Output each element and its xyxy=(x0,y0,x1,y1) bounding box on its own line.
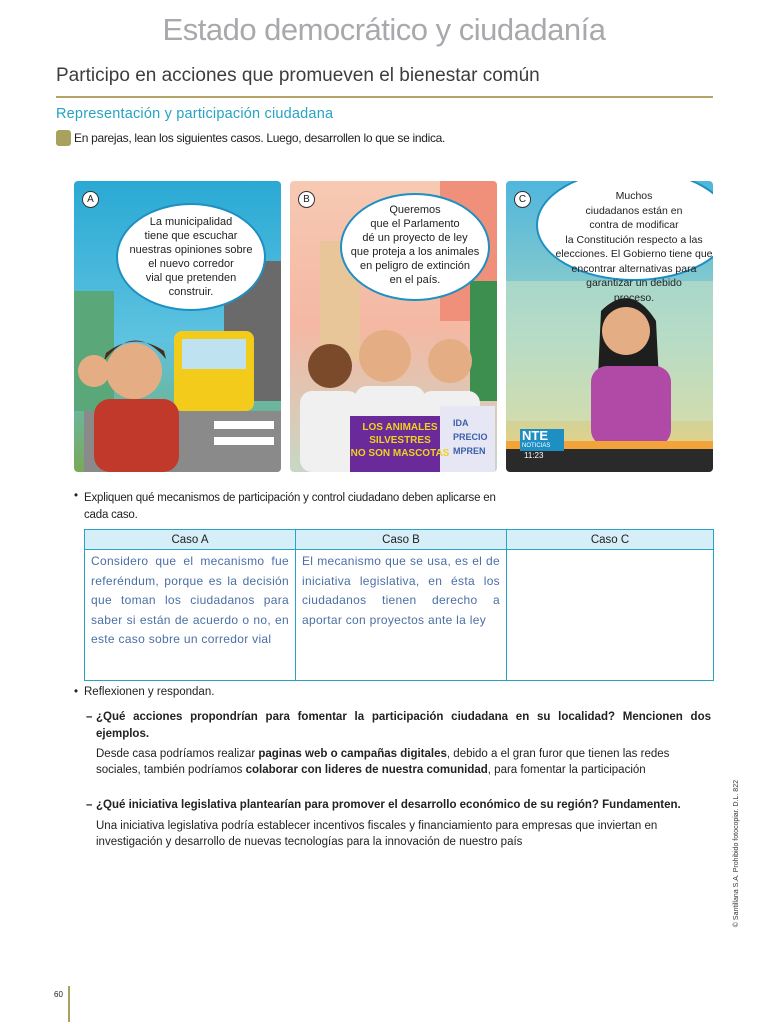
tv-logo-text: NTE xyxy=(522,428,548,443)
cases-table xyxy=(84,529,714,681)
case-a-answer[interactable]: Considero que el mecanismo fue referéndum, porque es la decisión que toman los ciudadanos para saber si están de acuerdo o no, en este caso sobre un corredor vial xyxy=(85,550,296,681)
illustration-panel-c xyxy=(506,181,713,472)
panel-b-letter: B xyxy=(298,191,315,208)
case-b-answer[interactable]: El mecanismo que se usa, es el de iniciativa legislativa, en ésta los ciudadanos tienen derecho a aportar con proyectos ante la ley xyxy=(296,550,507,681)
answer-1-text: Desde casa podríamos realizar xyxy=(96,748,259,760)
speech-bubble-b xyxy=(340,193,490,301)
protest-sign-side-text: IDA PRECIO MPREN xyxy=(453,418,488,456)
copyright-notice: © Santillana S.A. Prohibido fotocopiar. D.L. 822 xyxy=(733,780,740,928)
panel-a-letter: A xyxy=(82,191,99,208)
answer-1-text: , debido a el gran furor que tienen las redes sociales, también podríamos xyxy=(96,748,670,776)
page-number-rule xyxy=(68,986,70,1022)
subsection-title: Representación y participación ciudadana xyxy=(56,106,334,122)
dash-marker: – xyxy=(86,711,93,723)
protest-sign-text: LOS ANIMALES SILVESTRES NO SON MASCOTAS xyxy=(350,422,450,459)
question-1: ¿Qué acciones propondrían para fomentar la participación ciudadana en su localidad? Mencionen dos ejemplos. xyxy=(96,711,711,740)
task-marker-icon xyxy=(56,130,71,146)
speech-text-c: Muchos ciudadanos están en contra de modificar la Constitución respecto a las elecciones. El Gobierno tiene que encontrar alternativas para garantizar un debido proceso. xyxy=(555,190,713,304)
answer-1[interactable] xyxy=(96,746,711,778)
case-c-answer[interactable] xyxy=(507,550,714,681)
answer-1-text: , para fomentar la participación xyxy=(487,764,646,776)
section-title: Participo en acciones que promueven el bienestar común xyxy=(56,65,540,86)
page-title: Estado democrático y ciudadanía xyxy=(162,12,606,47)
reflect-text: Reflexionen y respondan. xyxy=(84,686,215,698)
tv-time-text: 11:23 xyxy=(524,451,544,460)
question-2: ¿Qué iniciativa legislativa plantearían para promover el desarrollo económico de su región? Fundamenten. xyxy=(96,799,681,811)
bullet-marker: • xyxy=(74,686,79,698)
section-divider xyxy=(56,96,713,98)
tv-subtitle-text: NOTICIAS xyxy=(522,443,551,449)
panel-c-letter: C xyxy=(514,191,531,208)
bullet-marker: • xyxy=(74,490,79,502)
dash-marker: – xyxy=(86,799,93,811)
case-a-header: Caso A xyxy=(85,530,296,550)
task-explain-text: Expliquen qué mecanismos de participación y control ciudadano deben aplicarse en cada caso. xyxy=(84,492,496,521)
instruction-text: En parejas, lean los siguientes casos. Luego, desarrollen lo que se indica. xyxy=(74,131,446,145)
page-number: 60 xyxy=(54,990,63,999)
case-b-header: Caso B xyxy=(296,530,507,550)
speech-bubble-c xyxy=(536,181,713,304)
illustration-panel-a xyxy=(74,181,281,472)
case-c-header: Caso C xyxy=(507,530,714,550)
answer-2[interactable]: Una iniciativa legislativa podría establecer incentivos fiscales y financiamiento para empresas que inviertan en investigación y desarrollo de nuevas tecnologías para la innovación de nuestro país xyxy=(96,820,658,848)
speech-text-b: Queremos que el Parlamento dé un proyecto de ley que proteja a los animales en peligro de extinción en el país. xyxy=(350,204,480,286)
answer-1-highlight: colaborar con lideres de nuestra comunidad xyxy=(245,764,488,776)
illustration-panel-b xyxy=(290,181,497,472)
speech-bubble-a xyxy=(116,203,266,311)
speech-text-a: La municipalidad tiene que escuchar nuestras opiniones sobre el nuevo corredor vial que pretenden construir. xyxy=(129,216,253,298)
answer-1-highlight: paginas web o campañas digitales xyxy=(258,748,447,760)
